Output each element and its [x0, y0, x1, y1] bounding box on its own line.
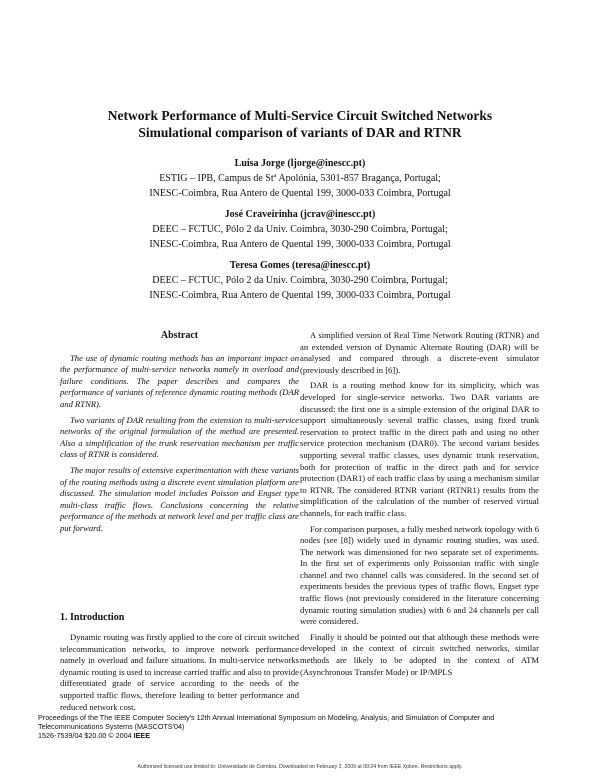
intro-paragraph: Dynamic routing was firstly applied to the core of circuit switched telecommunication networks, to improve network performance namely in overload and failure situations. In multi-service networks dynamic routing is used to increase carried traffic and also to provide differentiated grade of service according to the needs of the supported traffic flows, therefore leading to better performance and reduced network cost.: [60, 632, 299, 712]
author-affiliation: INESC-Coimbra, Rua Antero de Quental 199, 3000-033 Coimbra, Portugal: [149, 239, 451, 250]
proceedings-citation: Proceedings of the The IEEE Computer Society's 12th Annual International Symposium on Modeling, Analysis, and Simulation of Computer and Telecommunications Systems (MASCOTS'04): [38, 713, 495, 732]
author-name: Luísa Jorge (ljorge@inescc.pt): [234, 158, 366, 169]
author-affiliation: DEEC – FCTUC, Pólo 2 da Univ. Coimbra, 3030-290 Coimbra, Portugal;: [152, 275, 448, 286]
body-paragraph: For comparison purposes, a fully meshed network topology with 6 nodes (see [8]) widely used in dynamic routing studies, was used. The network was dimensioned for two separate set of experiments. In the first set of experiments only Poissonian traffic with single channel and two channel calls was considered. In the second set of experiments besides the previous types of traffic flows, Engset type traffic flows (not previously considered in the literature concerning dynamic routing simulation studies) with 6 and 24 channels per call were considered.: [300, 523, 539, 627]
author-block: [60, 156, 540, 201]
author-block: [60, 207, 540, 252]
author-affiliation: INESC-Coimbra, Rua Antero de Quental 199, 3000-033 Coimbra, Portugal: [149, 290, 451, 301]
abstract-paragraph: The major results of extensive experimentation with these variants of the routing methods using a discrete event simulation platform are discussed. The simulation model includes Poisson and Engset type multi-class traffic flows. Conclusions concerning the relative performance of the methods at network level and per traffic class are put forward.: [60, 464, 299, 533]
author-list: [60, 156, 540, 309]
author-name: José Craveirinha (jcrav@inescc.pt): [224, 209, 376, 220]
body-paragraph: DAR is a routing method know for its simplicity, which was developed for single-service networks. Two DAR variants are discussed: the first one is a simple extension of the original DAR to support simultaneously several traffic classes, using fixed trunk reservation to protect traffic in the direct path and using no other service protection mechanism (DAR0). The second variant besides supporting several traffic classes, uses dynamic trunk reservation, both for protection of traffic in the direct path and for service protection (DAR1) of each traffic class by using a mechanism similar to RTNR. The considered RTNR variant (RTNR1) results from the simplification of the calculation of the number of reserved virtual channels, for each traffic class.: [300, 380, 539, 518]
authorization-note: Authorized licensed use limited to: Universidade de Coimbra. Downloaded on February 2, 2009 at 00:24 from IEEE Xplore. Restrictions apply.: [137, 764, 463, 770]
ieee-logo: IEEE: [133, 731, 151, 741]
issn-text: 1526-7539/04 $20.00 © 2004: [38, 731, 132, 741]
proceedings-footer: [38, 713, 558, 741]
author-name: Teresa Gomes (teresa@inescc.pt): [229, 260, 371, 271]
author-block: [60, 258, 540, 303]
abstract-paragraph: The use of dynamic routing methods has an important impact on the performance of multi-service networks namely in overload and failure conditions. The paper describes and compares the performance of variants of reference dynamic routing methods (DAR and RTNR).: [60, 352, 299, 409]
right-column: [300, 330, 539, 682]
abstract-section: [60, 330, 299, 539]
abstract-heading: Abstract: [160, 330, 199, 341]
author-affiliation: ESTIG – IPB, Campus de Stª Apolónia, 5301-857 Bragança, Portugal;: [159, 173, 441, 184]
author-affiliation: INESC-Coimbra, Rua Antero de Quental 199, 3000-033 Coimbra, Portugal: [149, 188, 451, 199]
paper-title-line-2: Simulational comparison of variants of DAR and RTNR: [138, 125, 462, 140]
body-paragraph: A simplified version of Real Time Network Routing (RTNR) and an extended version of Dynamic Alternate Routing (DAR) will be analysed and compared through a discrete-event simulator (previously described in [6]).: [300, 330, 539, 375]
intro-heading: 1. Introduction: [60, 612, 125, 623]
abstract-paragraph: Two variants of DAR resulting from the extension to multi-service networks of the original formulation of the method are presented. Also a simplification of the trunk reservation mechanism per traffic class of RTNR is considered.: [60, 414, 299, 460]
body-paragraph: Finally it should be pointed out that although these methods were developed in the context of circuit switched networks, similar methods are likely to be adopted in the context of ATM (Asynchronous Transfer Mode) or IP/MPLS: [300, 631, 539, 677]
author-affiliation: DEEC – FCTUC, Pólo 2 da Univ. Coimbra, 3030-290 Coimbra, Portugal;: [152, 224, 448, 235]
paper-title-line-1: Network Performance of Multi-Service Circuit Switched Networks: [107, 108, 493, 123]
issn-line: [38, 731, 558, 740]
